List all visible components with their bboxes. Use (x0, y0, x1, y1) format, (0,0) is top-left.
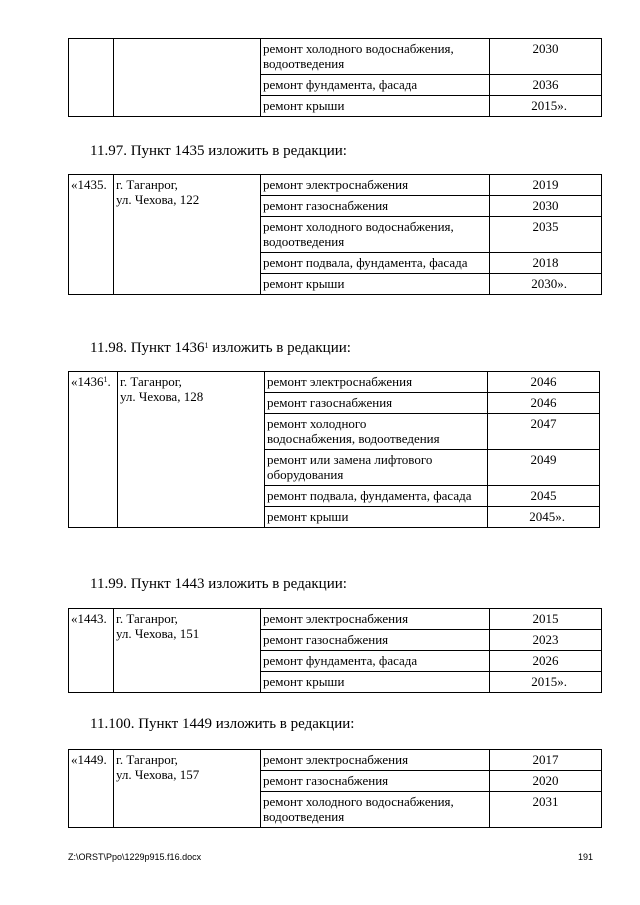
number-cell: «1443. (69, 609, 114, 693)
work-cell: ремонт холодного водоснабжения, водоотведения (261, 792, 490, 828)
work-cell: ремонт электроснабжения (265, 372, 488, 393)
table-1435 (68, 174, 602, 295)
year-cell: 2046 (488, 393, 600, 414)
work-cell: ремонт электроснабжения (261, 609, 490, 630)
number-text: . (107, 374, 111, 389)
number-cell (69, 372, 118, 528)
year-cell: 2020 (490, 771, 602, 792)
section-heading (90, 339, 351, 357)
table-fragment (68, 38, 602, 117)
year-cell: 2045». (488, 507, 600, 528)
section-heading: 11.99. Пункт 1443 изложить в редакции: (90, 576, 347, 592)
section-heading: 11.97. Пункт 1435 изложить в редакции: (90, 143, 347, 159)
address-line: г. Таганрог, (116, 752, 178, 767)
year-cell: 2019 (490, 175, 602, 196)
year-cell: 2015 (490, 609, 602, 630)
address-line: ул. Чехова, 128 (120, 389, 204, 404)
superscript: 1 (204, 341, 209, 350)
work-cell: ремонт подвала, фундамента, фасада (265, 486, 488, 507)
year-cell: 2030 (490, 196, 602, 217)
work-cell: ремонт крыши (261, 96, 490, 117)
table-row (69, 750, 602, 771)
work-cell: ремонт подвала, фундамента, фасада (261, 253, 490, 274)
table-row (69, 609, 602, 630)
work-cell: ремонт холодного водоснабжения, водоотведения (265, 414, 488, 450)
year-cell: 2049 (488, 450, 600, 486)
year-cell: 2015». (490, 672, 602, 693)
year-cell: 2031 (490, 792, 602, 828)
year-cell: 2035 (490, 217, 602, 253)
number-text: «1436 (71, 374, 104, 389)
address-line: г. Таганрог, (116, 611, 178, 626)
table-1436-1 (68, 371, 600, 528)
year-cell: 2047 (488, 414, 600, 450)
number-cell: «1435. (69, 175, 114, 295)
year-cell: 2045 (488, 486, 600, 507)
address-line: г. Таганрог, (120, 374, 182, 389)
section-heading: 11.100. Пункт 1449 изложить в редакции: (90, 716, 355, 732)
address-line: ул. Чехова, 151 (116, 626, 200, 641)
work-cell: ремонт крыши (265, 507, 488, 528)
work-cell: ремонт газоснабжения (261, 196, 490, 217)
table-row (69, 39, 602, 75)
table-1449 (68, 749, 602, 828)
work-cell: ремонт фундамента, фасада (261, 651, 490, 672)
work-cell: ремонт холодного водоснабжения, водоотведения (261, 217, 490, 253)
work-cell: ремонт газоснабжения (265, 393, 488, 414)
work-cell: ремонт крыши (261, 274, 490, 295)
number-cell (69, 39, 114, 117)
year-cell: 2026 (490, 651, 602, 672)
address-cell (114, 750, 261, 828)
year-cell: 2030». (490, 274, 602, 295)
work-cell: ремонт газоснабжения (261, 771, 490, 792)
address-cell (114, 609, 261, 693)
address-line: г. Таганрог, (116, 177, 178, 192)
year-cell: 2046 (488, 372, 600, 393)
work-cell: ремонт электроснабжения (261, 175, 490, 196)
work-cell: ремонт крыши (261, 672, 490, 693)
table-1443 (68, 608, 602, 693)
year-cell: 2017 (490, 750, 602, 771)
address-cell (114, 175, 261, 295)
year-cell: 2018 (490, 253, 602, 274)
work-cell: ремонт фундамента, фасада (261, 75, 490, 96)
work-cell: ремонт или замена лифтового оборудования (265, 450, 488, 486)
year-cell: 2023 (490, 630, 602, 651)
year-cell: 2030 (490, 39, 602, 75)
address-cell (114, 39, 261, 117)
number-cell: «1449. (69, 750, 114, 828)
table-row (69, 372, 600, 393)
year-cell: 2015». (490, 96, 602, 117)
heading-text: 11.98. Пункт 1436 (90, 340, 205, 356)
work-cell: ремонт электроснабжения (261, 750, 490, 771)
work-cell: ремонт газоснабжения (261, 630, 490, 651)
address-cell (118, 372, 265, 528)
address-line: ул. Чехова, 122 (116, 192, 200, 207)
address-line: ул. Чехова, 157 (116, 767, 200, 782)
work-cell: ремонт холодного водоснабжения, водоотведения (261, 39, 490, 75)
table-row (69, 175, 602, 196)
footer-file-path: Z:\ORST\Ppo\1229p915.f16.docx (68, 852, 202, 862)
footer-page-number: 191 (578, 852, 594, 862)
superscript: 1 (103, 375, 108, 384)
year-cell: 2036 (490, 75, 602, 96)
heading-text: изложить в редакции: (208, 340, 351, 356)
